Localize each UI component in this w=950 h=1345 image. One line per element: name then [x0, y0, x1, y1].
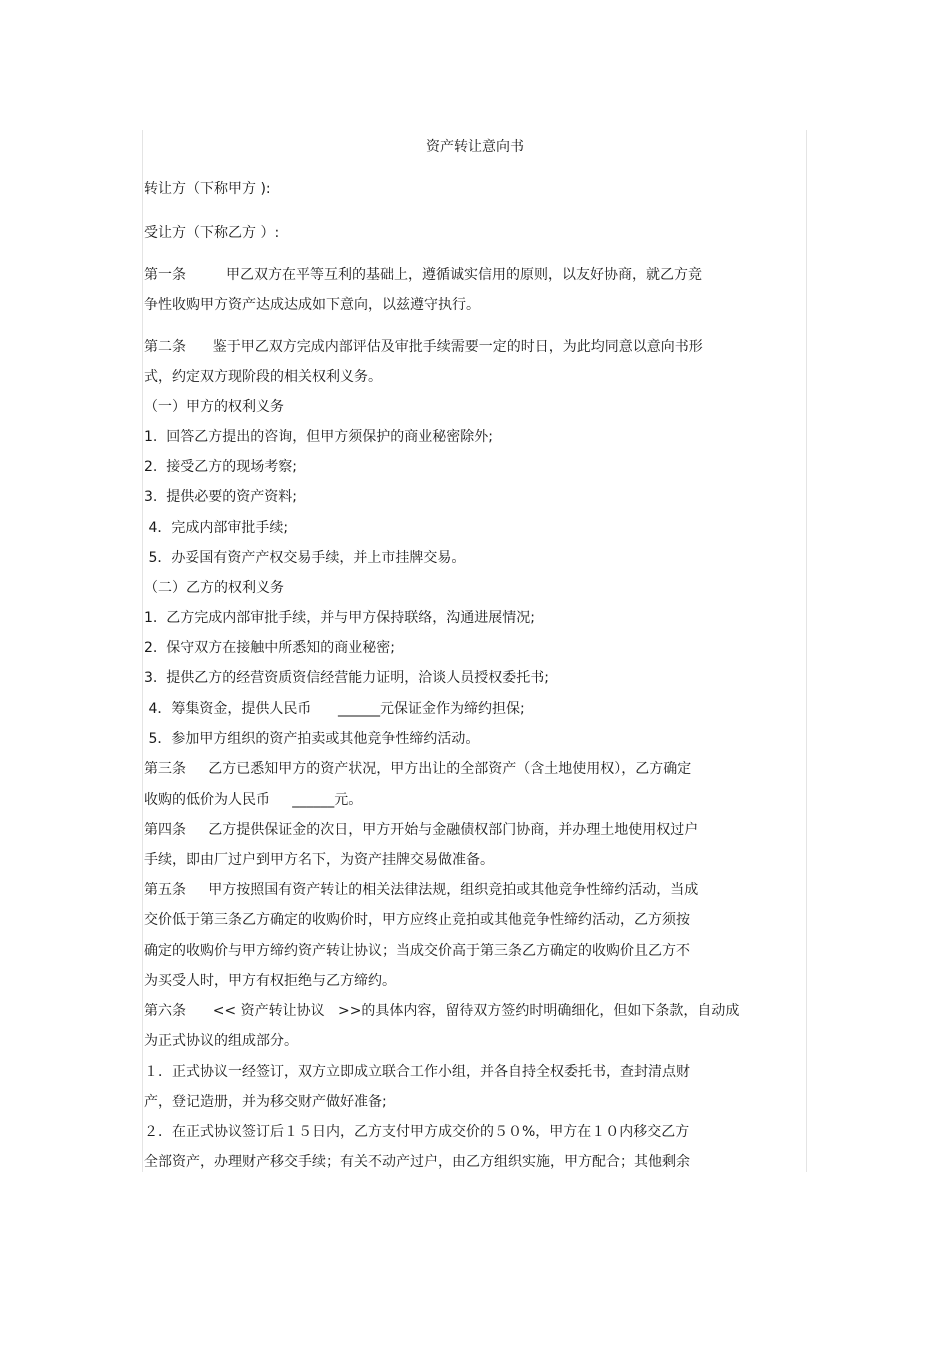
party-b-item-2: 2. 保守双方在接触中所悉知的商业秘密;: [144, 640, 395, 656]
article-5-line-3: 确定的收购价与甲方缔约资产转让协议；当成交价高于第三条乙方确定的收购价且乙方不: [144, 943, 690, 959]
party-a-item-3: 3. 提供必要的资产资料;: [144, 489, 297, 505]
article-6-item-2-line-1: ２．在正式协议签订后１５日内，乙方支付甲方成交价的５０%，甲方在１０内移交乙方: [144, 1124, 690, 1140]
transferee-line: 受让方（下称乙方 ）:: [144, 225, 280, 241]
party-b-item-3: 3. 提供乙方的经营资质资信经营能力证明，洽谈人员授权委托书;: [144, 670, 549, 686]
party-b-item-4: 4．筹集资金，提供人民币 ______元保证金作为缔约担保;: [144, 701, 525, 717]
article-3-line-1: 第三条 乙方已悉知甲方的资产状况，甲方出让的全部资产（含土地使用权），乙方确定: [144, 761, 692, 777]
article-2-line-2: 式，约定双方现阶段的相关权利义务。: [144, 369, 382, 385]
page-right-border: [806, 130, 807, 1172]
article-1-line-2: 争性收购甲方资产达成达成如下意向，以兹遵守执行。: [144, 297, 480, 313]
article-3-line-2: 收购的低价为人民币 ______元。: [144, 792, 363, 808]
party-b-heading: （二）乙方的权利义务: [144, 580, 284, 596]
article-6-line-1: 第六条 << 资产转让协议 >>的具体内容，留待双方签约时明确细化，但如下条款，自动成: [144, 1003, 740, 1019]
article-6-item-1-line-2: 产，登记造册，并为移交财产做好准备;: [144, 1094, 387, 1110]
party-a-item-4: 4．完成内部审批手续;: [144, 520, 289, 536]
page-left-border: [142, 130, 143, 1172]
article-5-line-1: 第五条 甲方按照国有资产转让的相关法律法规，组织竞拍或其他竞争性缔约活动，当成: [144, 882, 699, 898]
party-b-item-1: 1. 乙方完成内部审批手续，并与甲方保持联络，沟通进展情况;: [144, 610, 535, 626]
article-5-line-2: 交价低于第三条乙方确定的收购价时，甲方应终止竞拍或其他竞争性缔约活动，乙方须按: [144, 912, 690, 928]
transferor-line: 转让方（下称甲方 ):: [144, 181, 271, 197]
article-5-line-4: 为买受人时，甲方有权拒绝与乙方缔约。: [144, 973, 396, 989]
party-b-item-5: 5．参加甲方组织的资产拍卖或其他竞争性缔约活动。: [144, 731, 480, 747]
party-a-item-2: 2. 接受乙方的现场考察;: [144, 459, 297, 475]
article-4-line-1: 第四条 乙方提供保证金的次日，甲方开始与金融债权部门协商，并办理土地使用权过户: [144, 822, 699, 838]
article-6-item-2-line-2: 全部资产，办理财产移交手续；有关不动产过户，由乙方组织实施，甲方配合；其他剩余: [144, 1154, 690, 1170]
article-4-line-2: 手续，即由厂过户到甲方名下，为资产挂牌交易做准备。: [144, 852, 494, 868]
party-a-item-5: 5．办妥国有资产产权交易手续，并上市挂牌交易。: [144, 550, 466, 566]
document-title: 资产转让意向书: [426, 139, 524, 155]
article-2-line-1: 第二条 鉴于甲乙双方完成内部评估及审批手续需要一定的时日，为此均同意以意向书形: [144, 339, 703, 355]
party-a-heading: （一）甲方的权利义务: [144, 399, 284, 415]
article-6-line-2: 为正式协议的组成部分。: [144, 1033, 298, 1049]
article-1-line-1: 第一条 甲乙双方在平等互利的基础上，遵循诚实信用的原则，以友好协商，就乙方竞: [144, 267, 703, 283]
party-a-item-1: 1. 回答乙方提出的咨询，但甲方须保护的商业秘密除外;: [144, 429, 493, 445]
article-6-item-1-line-1: １．正式协议一经签订，双方立即成立联合工作小组，并各自持全权委托书，查封清点财: [144, 1064, 690, 1080]
